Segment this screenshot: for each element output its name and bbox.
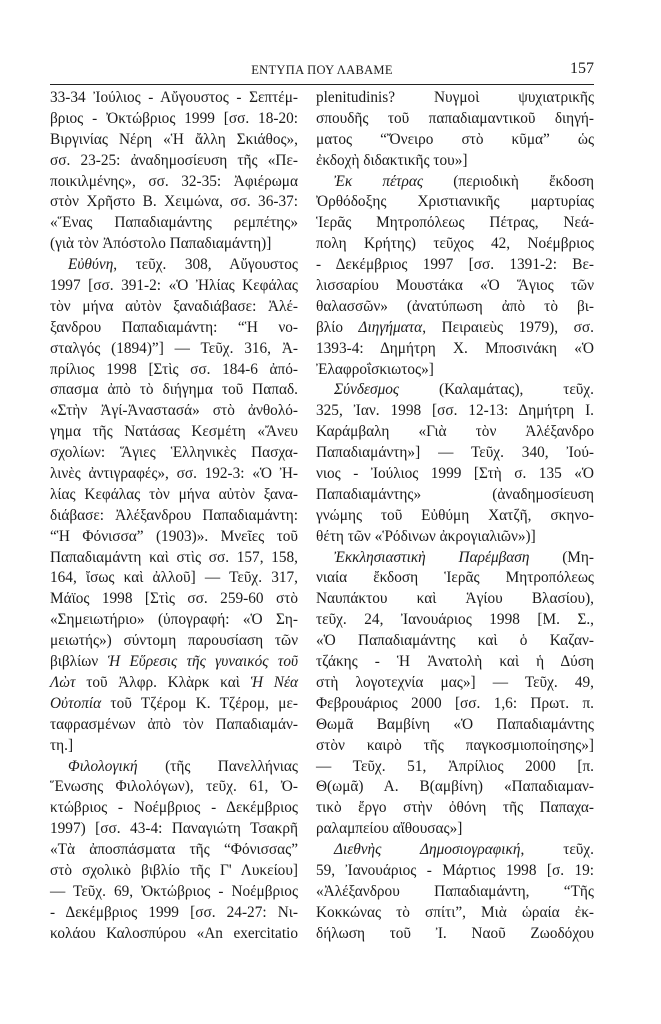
text-line (316, 882, 594, 903)
text-line (316, 339, 594, 360)
text-segment: ξανδρου Παπαδιαμάντη: “Ἡ νο- (50, 318, 298, 336)
text-segment: ποικιλμένης», σσ. 32-35: Ἀφιέρωμα (50, 172, 298, 190)
text-line (316, 297, 594, 318)
text-line (316, 255, 594, 276)
text-line (50, 88, 298, 109)
text-segment: σπασμα ἀπὸ τὸ διήγημα τοῦ Παπαδ. (50, 381, 298, 399)
text-segment: δήλωση τοῦ Ἰ. Ναοῦ Ζωοδόχου (316, 924, 594, 942)
text-line (316, 631, 594, 652)
text-line (316, 568, 594, 589)
text-segment: νιαία ἔκδοση Ἱερᾶς Μητροπόλεως (316, 569, 594, 587)
text-segment: (Μη- (529, 548, 594, 566)
text-line (316, 172, 594, 193)
text-line (50, 297, 298, 318)
text-segment: (τῆς Πανελλήνιας (137, 757, 298, 775)
text-segment: Θωμᾶ Βαμβίνη «Ὁ Παπαδιαμάντης (316, 715, 594, 733)
text-line (50, 506, 298, 527)
text-segment: (Καλαμάτας), τεῦχ. (399, 381, 594, 399)
text-segment: — Τεῦχ. 69, Ὀκτώβριος - Νοέμβριος (50, 882, 298, 900)
text-segment: σταλγός (1894)”] — Τεῦχ. 316, Ἀ- (50, 339, 298, 357)
italic-title-text: Οὐτοπία (50, 694, 102, 712)
text-segment: τεῦχ. 24, Ἰανουάριος 1998 [Μ. Σ., (316, 611, 594, 629)
text-segment: σπουδῆς τοῦ παπαδιαμαντικοῦ διηγή- (316, 109, 594, 127)
italic-title-text: Ἐκ πέτρας (334, 172, 424, 190)
italic-title-text: Εὐθύνη (68, 256, 114, 274)
text-segment: «Ὁ Παπαδιαμάντης καὶ ὁ Καζαν- (316, 632, 594, 650)
text-segment: στὴ λογοτεχνία μας»] — Τεῦχ. 49, (316, 673, 594, 691)
text-line (50, 694, 298, 715)
text-line (316, 464, 594, 485)
text-line (316, 589, 594, 610)
text-line (50, 757, 298, 778)
text-segment: 1997 [σσ. 391-2: «Ὁ Ἠλίας Κεφάλας (50, 277, 298, 295)
text-segment: “Ἡ Φόνισσα” (1903)». Μνεῖες τοῦ (50, 527, 298, 545)
text-segment: θέτη τῶν «Ῥόδινων ἀκρογιαλιῶν»)] (316, 527, 536, 545)
text-segment: «Ἕνας Παπαδιαμάντης ρεμπέτης» (50, 214, 298, 232)
italic-title-text: Ἡ Νέα (250, 673, 299, 691)
text-line (316, 736, 594, 757)
text-segment: Ἕνωσης Φιλολόγων), τεῦχ. 61, Ὀ- (50, 778, 298, 796)
text-segment: τὸν μήνα αὐτὸν ξαναδιάβασε: Ἀλέ- (50, 297, 298, 315)
italic-title-text: Λὼτ (50, 673, 76, 691)
text-segment: λισσαρίου Μουστάκα «Ὁ Ἅγιος τῶν (316, 277, 594, 295)
text-line (50, 276, 298, 297)
text-segment: διάβασε: Ἀλέξανδρου Παπαδιαμάντη: (50, 506, 298, 524)
text-line (50, 213, 298, 234)
text-line (316, 88, 594, 109)
text-segment: τοῦ Ἀλφρ. Κλὰρκ καὶ (75, 673, 251, 691)
text-segment: τη.] (50, 736, 74, 754)
text-segment: βλίο (316, 318, 359, 336)
text-segment: Θ(ωμᾶ) Α. Β(αμβίνη) «Παπαδιαμαν- (316, 778, 594, 796)
text-line (316, 318, 594, 339)
text-segment: , τεῦχ. 308, Αὔγουστος (113, 256, 298, 274)
text-line (316, 506, 594, 527)
text-segment: , τεῦχ. (520, 841, 594, 859)
text-line (50, 130, 298, 151)
text-line (316, 443, 594, 464)
text-line (50, 443, 298, 464)
text-segment: θαλασσῶν» (ἀνατύπωση ἀπὸ τὸ βι- (316, 297, 594, 315)
left-column (50, 88, 298, 945)
text-segment: 59, Ἰανουάριος - Μάρτιος 1998 [σ. 19: (316, 861, 594, 879)
italic-title-text: Φιλολογική (68, 757, 138, 775)
text-line (50, 380, 298, 401)
text-line (50, 422, 298, 443)
text-segment: Ἱερᾶς Μητροπόλεως Πέτρας, Νεά- (316, 214, 594, 232)
text-segment: - Δεκέμβριος 1997 [σσ. 1391-2: Βε- (316, 256, 594, 274)
text-line (50, 589, 298, 610)
text-line (316, 401, 594, 422)
text-line (50, 715, 298, 736)
text-segment: βιβλίων (50, 653, 108, 671)
italic-title-text: Ἐκκλησιαστικὴ Παρέμβαση (334, 548, 530, 566)
text-segment: βριος - Ὀκτώβριος 1999 [σσ. 18-20: (50, 109, 298, 127)
text-segment: , Πειραιεὺς 1979), σσ. (422, 318, 594, 336)
text-segment: νιος - Ἰούλιος 1999 [Στὴ σ. 135 «Ὁ (316, 465, 594, 483)
text-line (50, 192, 298, 213)
text-line (316, 485, 594, 506)
text-segment: 164, ἴσως καὶ ἀλλοῦ] — Τεῦχ. 317, (50, 569, 298, 587)
text-line (316, 694, 594, 715)
text-line (316, 360, 594, 381)
text-line (316, 798, 594, 819)
text-line (316, 924, 594, 945)
text-line (316, 652, 594, 673)
text-line (50, 673, 298, 694)
text-segment: στὸν Χρῆστο Β. Χειμώνα, σσ. 36-37: (50, 193, 298, 211)
running-header (50, 60, 594, 80)
text-line (50, 485, 298, 506)
text-segment: πρίλιος 1998 [Στὶς σσ. 184-6 ἀπό- (50, 360, 298, 378)
text-segment: — Τεῦχ. 51, Ἀπρίλιος 2000 [π. (316, 757, 594, 775)
text-line (316, 861, 594, 882)
text-segment: στὸ σχολικὸ βιβλίο τῆς Γ' Λυκείου] (50, 861, 298, 879)
text-line (50, 401, 298, 422)
text-segment: Παπαδιαμάντη»] — Τεῦχ. 340, Ἰού- (316, 444, 594, 462)
text-line (50, 172, 298, 193)
italic-title-text: Διηγήματα (358, 318, 423, 336)
text-segment: πολη Κρήτης) τεῦχος 42, Νοέμβριος (316, 235, 594, 253)
text-segment: «Τὰ ἀποσπάσματα τῆς “Φόνισσας” (50, 841, 298, 859)
text-segment: στὸν καιρὸ τῆς παγκοσμιοποίησης»] (316, 736, 594, 754)
text-line (316, 109, 594, 130)
header-rule (50, 84, 594, 85)
text-segment: Ἐλαφροΐσκιωτος»] (316, 360, 434, 378)
text-segment: Φεβρουάριος 2000 [σσ. 1,6: Πρωτ. π. (316, 694, 594, 712)
text-line (316, 213, 594, 234)
text-line (316, 151, 594, 172)
text-line (50, 882, 298, 903)
text-line (316, 715, 594, 736)
text-segment: Κοκκώνας τὸ σπίτι”, Μιὰ ὡραία ἐκ- (316, 903, 594, 921)
text-line (316, 192, 594, 213)
text-line (50, 234, 298, 255)
text-line (316, 673, 594, 694)
text-line (316, 840, 594, 861)
text-line (316, 276, 594, 297)
text-segment: Βιργινίας Νέρη «Ἡ ἄλλη Σκιάθος», (50, 130, 298, 148)
text-line (50, 798, 298, 819)
text-segment: 1393-4: Δημήτρη Χ. Μποσινάκη «Ὁ (316, 339, 594, 357)
text-line (50, 568, 298, 589)
text-segment: σσ. 23-25: ἀναδημοσίευση τῆς «Πε- (50, 151, 298, 169)
running-header-title: ΕΝΤΥΠΑ ΠΟΥ ΛΑΒΑΜΕ (251, 63, 393, 77)
text-line (316, 757, 594, 778)
text-segment: μειωτής») σύντομη παρουσίαση τῶν (50, 632, 298, 650)
page-number: 157 (570, 60, 594, 77)
text-line (50, 360, 298, 381)
text-segment: - Δεκέμβριος 1999 [σσ. 24-27: Νι- (50, 903, 298, 921)
text-line (50, 464, 298, 485)
text-line (50, 861, 298, 882)
text-segment: Ναυπάκτου καὶ Ἁγίου Βλασίου), (316, 590, 594, 608)
text-segment: Παπαδιαμάντη καὶ στὶς σσ. 157, 158, (50, 548, 298, 566)
text-line (316, 380, 594, 401)
text-segment: plenitudinis? Νυγμοὶ ψυχιατρικῆς (316, 89, 594, 106)
text-line (50, 736, 298, 757)
text-segment: τοῦ Τζέρομ Κ. Τζέρομ, με- (101, 694, 298, 712)
text-line (316, 234, 594, 255)
text-segment: 33-34 Ἰούλιος - Αὔγουστος - Σεπτέμ- (50, 89, 298, 106)
italic-title-text: Ἡ Εὕρεσις τῆς γυναικός τοῦ (107, 653, 298, 671)
text-line (50, 339, 298, 360)
text-line (50, 318, 298, 339)
text-line (316, 610, 594, 631)
text-segment: «Στὴν Ἀγί-Ἀναστασά» στὸ ἀνθολό- (50, 402, 298, 420)
italic-title-text: Σύνδεσμος (334, 381, 400, 399)
text-segment: Μάϊος 1998 [Στὶς σσ. 259-60 στὸ (50, 590, 298, 608)
text-line (50, 255, 298, 276)
text-line (316, 819, 594, 840)
text-segment: ταφρασμένων ἀπὸ τὸν Παπαδιαμάν- (50, 715, 298, 733)
text-segment: (περιοδικὴ ἔκδοση (423, 172, 594, 190)
right-column (316, 88, 594, 945)
text-line (50, 548, 298, 569)
text-segment: τικὸ ἔργο στὴν ὀθόνη τῆς Παπαχα- (316, 799, 594, 817)
text-line (50, 924, 298, 945)
text-line (50, 109, 298, 130)
text-line (50, 610, 298, 631)
text-line (50, 652, 298, 673)
text-segment: 325, Ἰαν. 1998 [σσ. 12-13: Δημήτρη Ι. (316, 402, 594, 420)
text-line (316, 777, 594, 798)
text-line (316, 903, 594, 924)
text-line (316, 527, 594, 548)
text-segment: «Ἀλέξανδρου Παπαδιαμάντη, “Τῆς (316, 882, 594, 900)
text-line (316, 422, 594, 443)
text-segment: γημα τῆς Νατάσας Κεσμέτη «Ἄνευ (50, 423, 298, 441)
text-segment: Ὀρθόδοξης Χριστιανικῆς μαρτυρίας (316, 193, 594, 211)
italic-title-text: Διεθνὴς Δημοσιογραφική (334, 841, 521, 859)
text-segment: Παπαδιαμάντης» (ἀναδημοσίευση (316, 485, 594, 503)
text-segment: ραλαμπείου αἴθουσας»] (316, 820, 463, 838)
text-line (316, 130, 594, 151)
text-segment: γνώμης τοῦ Εὐθύμη Χατζῆ, σκηνο- (316, 506, 594, 524)
text-line (50, 840, 298, 861)
text-line (50, 151, 298, 172)
text-segment: λινὲς ἀντιγραφές», σσ. 192-3: «Ὁ Ἠ- (50, 465, 298, 483)
text-line (50, 903, 298, 924)
text-segment: (γιὰ τὸν Ἀπόστολο Παπαδιαμάντη)] (50, 235, 272, 253)
text-segment: ματος “Ὄνειρο στὸ κῦμα” ὡς (316, 130, 594, 148)
text-segment: κολάου Καλοσπύρου «An exercitatio (50, 924, 298, 942)
text-segment: κτώβριος - Νοέμβριος - Δεκέμβριος (50, 799, 298, 817)
text-line (50, 819, 298, 840)
text-line (50, 631, 298, 652)
text-segment: σχολίων: Ἅγιες Ἑλληνικὲς Πασχα- (50, 444, 298, 462)
text-segment: 1997) [σσ. 43-4: Παναγιώτη Τσακρῆ (50, 820, 298, 838)
text-segment: ἐκδοχὴ διδακτικῆς του»] (316, 151, 468, 169)
text-segment: λίας Κεφάλας τὸν μήνα αὐτὸν ξανα- (50, 485, 298, 503)
text-segment: «Σημειωτήριο» (ὑπογραφή: «Ὁ Ση- (50, 611, 298, 629)
text-line (316, 548, 594, 569)
text-line (50, 527, 298, 548)
text-segment: Καράμβαλη «Γιὰ τὸν Ἀλέξανδρο (316, 423, 594, 441)
text-segment: τζάκης - Ἡ Ἀνατολὴ καὶ ἡ Δύση (316, 653, 594, 671)
text-line (50, 777, 298, 798)
